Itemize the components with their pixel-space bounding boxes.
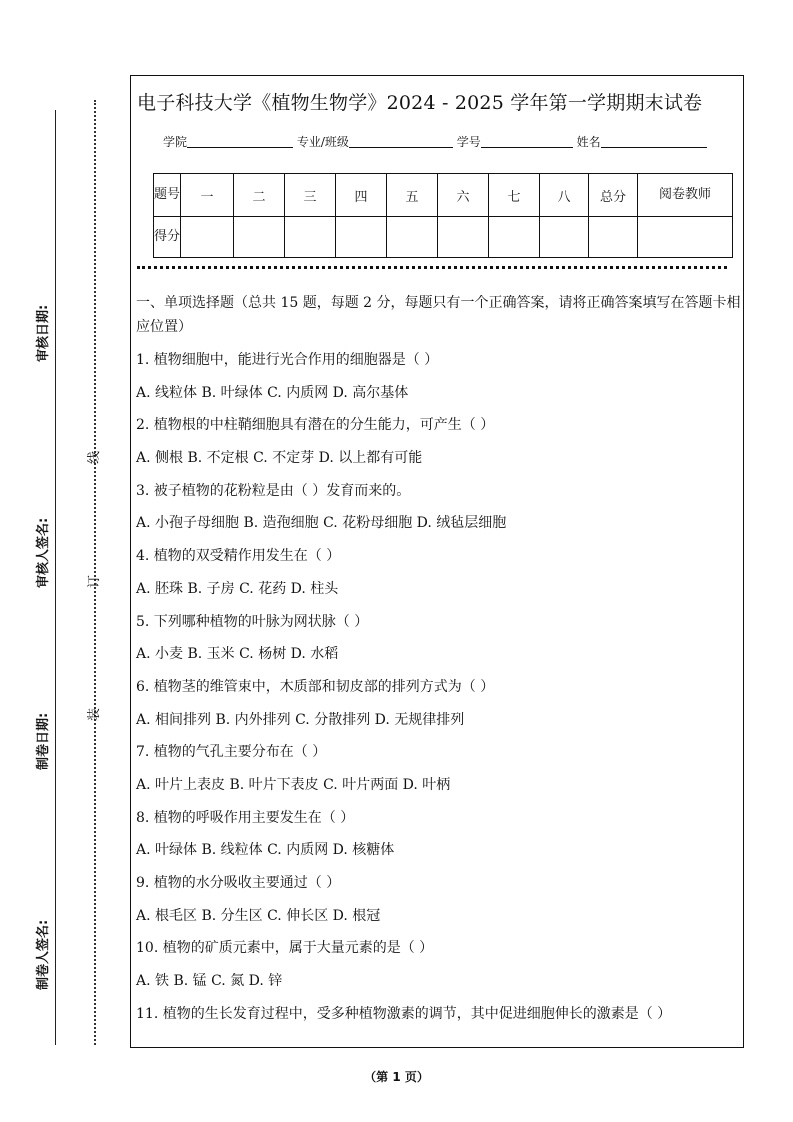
header-dotted-separator [137, 266, 727, 269]
answer-options: A. 线粒体 B. 叶绿体 C. 内质网 D. 高尔基体 [136, 384, 409, 401]
col-grader: 阅卷教师 [638, 174, 733, 217]
question-line: 6. 植物茎的维管束中，木质部和韧皮部的排列方式为（ ） [136, 678, 495, 695]
student-info-row [163, 133, 707, 150]
score-cell[interactable] [589, 217, 638, 258]
question-line: 5. 下列哪种植物的叶脉为网状脉（ ） [136, 613, 369, 630]
make-date-label: 制卷日期: [36, 712, 51, 770]
score-cell[interactable] [285, 217, 336, 258]
student-id-blank[interactable] [481, 135, 573, 148]
score-cell[interactable] [387, 217, 438, 258]
col-6: 六 [438, 174, 489, 217]
major-class-label: 专业/班级 [296, 135, 349, 149]
binding-char-order: 订 [87, 574, 103, 589]
question-line: 11. 植物的生长发育过程中，受多种植物激素的调节，其中促进细胞伸长的激素是（ ） [136, 1005, 672, 1022]
maker-signature-label: 制卷人签名: [36, 919, 51, 990]
score-table-header-row [154, 174, 733, 217]
name-label: 姓名 [576, 135, 601, 149]
score-cell[interactable] [638, 217, 733, 258]
question-line: 3. 被子植物的花粉粒是由（ ）发育而来的。 [136, 482, 411, 499]
answer-options: A. 小麦 B. 玉米 C. 杨树 D. 水稻 [136, 646, 339, 663]
college-label: 学院 [163, 135, 188, 149]
answer-options: A. 铁 B. 锰 C. 氮 D. 锌 [136, 973, 283, 990]
question-line: 4. 植物的双受精作用发生在（ ） [136, 548, 341, 565]
col-4: 四 [336, 174, 387, 217]
score-cell[interactable] [438, 217, 489, 258]
reviewer-signature-label: 审核人签名: [36, 517, 51, 588]
score-cell[interactable] [336, 217, 387, 258]
page-number: （第 1 页） [364, 1070, 429, 1084]
review-date-label: 审核日期: [36, 304, 51, 362]
col-8: 八 [540, 174, 589, 217]
col-5: 五 [387, 174, 438, 217]
score-cell[interactable] [540, 217, 589, 258]
section1-heading: 一、单项选择题（总共 15 题，每题 2 分，每题只有一个正确答案，请将正确答案填写在答题卡相应位置） [136, 295, 741, 335]
answer-options: A. 叶片上表皮 B. 叶片下表皮 C. 叶片两面 D. 叶柄 [136, 776, 451, 793]
question-line: 7. 植物的气孔主要分布在（ ） [136, 744, 327, 761]
question-line: 1. 植物细胞中，能进行光合作用的细胞器是（ ） [136, 352, 439, 368]
score-cell[interactable] [234, 217, 285, 258]
question-line: 8. 植物的呼吸作用主要发生在（ ） [136, 809, 355, 826]
col-1: 一 [181, 174, 234, 217]
col-total: 总分 [589, 174, 638, 217]
answer-options: A. 相间排列 B. 内外排列 C. 分散排列 D. 无规律排列 [136, 711, 465, 728]
exam-title: 电子科技大学《植物生物学》2024 - 2025 学年第一学期期末试卷 [137, 92, 703, 114]
score-table [153, 173, 733, 258]
question-line: 9. 植物的水分吸收主要通过（ ） [136, 875, 341, 891]
score-row-header: 得分 [154, 217, 181, 258]
col-2: 二 [234, 174, 285, 217]
question-number-header: 题号 [154, 174, 181, 217]
student-id-label: 学号 [456, 135, 481, 149]
answer-options: A. 胚珠 B. 子房 C. 花药 D. 柱头 [136, 580, 339, 597]
exam-frame [130, 75, 744, 1048]
question-line: 10. 植物的矿质元素中，属于大量元素的是（ ） [136, 940, 434, 957]
binding-dotted-line [94, 100, 96, 1045]
name-blank[interactable] [601, 135, 707, 148]
left-solid-line [55, 110, 56, 1045]
score-cell[interactable] [489, 217, 540, 258]
college-blank[interactable] [187, 135, 293, 148]
question-content [136, 291, 742, 1030]
score-table-score-row [154, 217, 733, 258]
binding-char-line: 线 [87, 450, 103, 465]
col-3: 三 [285, 174, 336, 217]
answer-options: A. 小孢子母细胞 B. 造孢细胞 C. 花粉母细胞 D. 绒毡层细胞 [136, 515, 507, 532]
score-cell[interactable] [181, 217, 234, 258]
col-7: 七 [489, 174, 540, 217]
major-class-blank[interactable] [349, 135, 453, 148]
question-line: 2. 植物根的中柱鞘细胞具有潜在的分生能力，可产生（ ） [136, 417, 495, 434]
answer-options: A. 叶绿体 B. 线粒体 C. 内质网 D. 核糖体 [136, 842, 395, 859]
binding-char-bind: 装 [87, 707, 103, 722]
answer-options: A. 侧根 B. 不定根 C. 不定芽 D. 以上都有可能 [136, 450, 423, 467]
answer-options: A. 根毛区 B. 分生区 C. 伸长区 D. 根冠 [136, 907, 381, 924]
